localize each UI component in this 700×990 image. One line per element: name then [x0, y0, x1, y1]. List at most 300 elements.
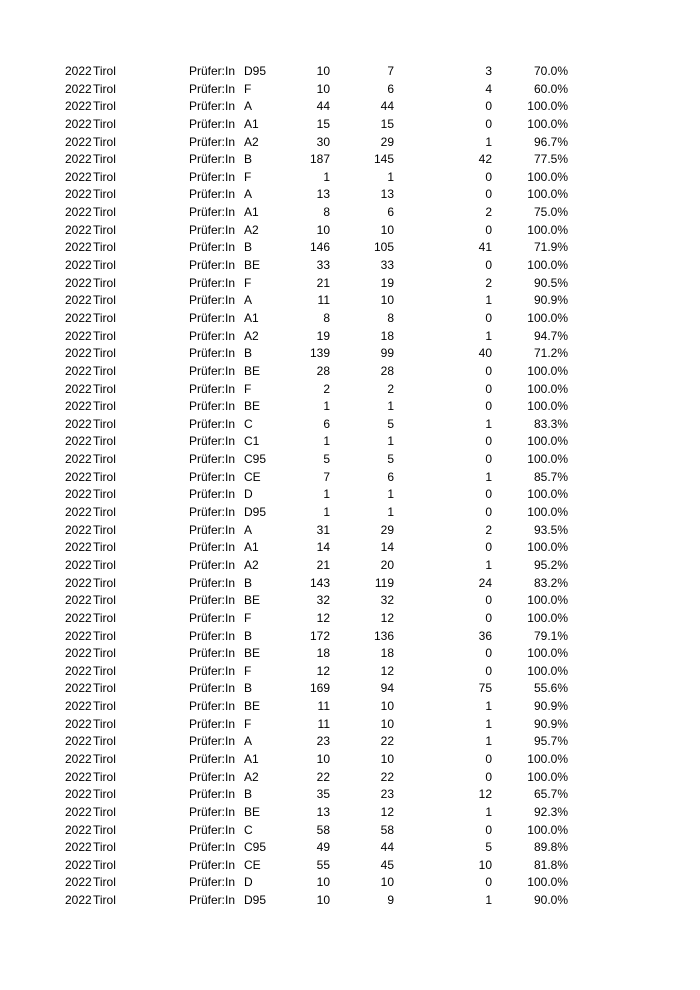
rate-cell: 93.5%	[533, 522, 568, 537]
table-row	[0, 469, 700, 487]
total-cell: 12	[316, 610, 330, 625]
class-cell: BE	[244, 258, 261, 273]
year-cell: 2022	[65, 240, 92, 255]
failed-cell: 0	[485, 505, 492, 520]
year-cell: 2022	[65, 363, 92, 378]
region-cell: Tirol	[93, 399, 116, 414]
year-cell: 2022	[65, 399, 92, 414]
table-row	[0, 98, 700, 116]
passed-cell: 6	[387, 205, 394, 220]
total-cell: 8	[323, 310, 330, 325]
total-cell: 10	[316, 81, 330, 96]
total-cell: 139	[309, 346, 330, 361]
failed-cell: 10	[478, 857, 492, 872]
table-row	[0, 328, 700, 346]
class-cell: F	[244, 381, 252, 396]
table-row	[0, 345, 700, 363]
class-cell: A2	[244, 222, 259, 237]
class-cell: B	[244, 240, 253, 255]
failed-cell: 2	[485, 205, 492, 220]
role-cell: Prüfer:In	[189, 99, 236, 114]
region-cell: Tirol	[93, 416, 116, 431]
table-row	[0, 504, 700, 522]
failed-cell: 1	[485, 328, 492, 343]
class-cell: BE	[244, 399, 261, 414]
class-cell: D95	[244, 64, 267, 78]
table-row	[0, 663, 700, 681]
class-cell: A1	[244, 540, 259, 555]
rate-cell: 65.7%	[533, 787, 568, 802]
region-cell: Tirol	[93, 469, 116, 484]
rate-cell: 100.0%	[527, 116, 568, 131]
year-cell: 2022	[65, 840, 92, 855]
rate-cell: 100.0%	[527, 822, 568, 837]
role-cell: Prüfer:In	[189, 152, 236, 167]
class-cell: C	[244, 416, 253, 431]
class-cell: C95	[244, 452, 267, 467]
year-cell: 2022	[65, 822, 92, 837]
rate-cell: 90.9%	[533, 293, 568, 308]
table-row	[0, 134, 700, 152]
role-cell: Prüfer:In	[189, 240, 236, 255]
year-cell: 2022	[65, 64, 92, 78]
total-cell: 10	[316, 751, 330, 766]
total-cell: 1	[323, 169, 330, 184]
passed-cell: 99	[380, 346, 394, 361]
region-cell: Tirol	[93, 681, 116, 696]
role-cell: Prüfer:In	[189, 310, 236, 325]
class-cell: A	[244, 522, 253, 537]
total-cell: 172	[309, 628, 330, 643]
table-row	[0, 610, 700, 628]
region-cell: Tirol	[93, 628, 116, 643]
failed-cell: 1	[485, 893, 492, 908]
total-cell: 1	[323, 399, 330, 414]
total-cell: 21	[316, 275, 330, 290]
region-cell: Tirol	[93, 310, 116, 325]
passed-cell: 58	[380, 822, 394, 837]
rate-cell: 90.5%	[533, 275, 568, 290]
year-cell: 2022	[65, 328, 92, 343]
rate-cell: 100.0%	[527, 434, 568, 449]
total-cell: 22	[316, 769, 330, 784]
region-cell: Tirol	[93, 169, 116, 184]
region-cell: Tirol	[93, 610, 116, 625]
class-cell: F	[244, 716, 252, 731]
table-row	[0, 557, 700, 575]
region-cell: Tirol	[93, 840, 116, 855]
rate-cell: 100.0%	[527, 875, 568, 890]
rate-cell: 100.0%	[527, 663, 568, 678]
role-cell: Prüfer:In	[189, 187, 236, 202]
passed-cell: 29	[380, 522, 394, 537]
table-row	[0, 151, 700, 169]
failed-cell: 1	[485, 734, 492, 749]
region-cell: Tirol	[93, 893, 116, 908]
region-cell: Tirol	[93, 134, 116, 149]
region-cell: Tirol	[93, 328, 116, 343]
class-cell: A	[244, 99, 253, 114]
total-cell: 12	[316, 663, 330, 678]
table-row	[0, 310, 700, 328]
region-cell: Tirol	[93, 557, 116, 572]
data-table	[0, 63, 700, 910]
table-row	[0, 398, 700, 416]
failed-cell: 0	[485, 187, 492, 202]
failed-cell: 1	[485, 699, 492, 714]
rate-cell: 100.0%	[527, 99, 568, 114]
region-cell: Tirol	[93, 699, 116, 714]
region-cell: Tirol	[93, 222, 116, 237]
year-cell: 2022	[65, 99, 92, 114]
year-cell: 2022	[65, 804, 92, 819]
passed-cell: 119	[374, 575, 394, 590]
year-cell: 2022	[65, 505, 92, 520]
class-cell: C1	[244, 434, 260, 449]
rate-cell: 71.9%	[533, 240, 568, 255]
year-cell: 2022	[65, 663, 92, 678]
role-cell: Prüfer:In	[189, 840, 236, 855]
passed-cell: 136	[373, 628, 394, 643]
rate-cell: 60.0%	[533, 81, 568, 96]
region-cell: Tirol	[93, 804, 116, 819]
year-cell: 2022	[65, 275, 92, 290]
class-cell: B	[244, 346, 253, 361]
total-cell: 44	[316, 99, 330, 114]
class-cell: CE	[244, 469, 261, 484]
region-cell: Tirol	[93, 434, 116, 449]
passed-cell: 9	[387, 893, 394, 908]
passed-cell: 10	[380, 699, 394, 714]
year-cell: 2022	[65, 699, 92, 714]
passed-cell: 10	[380, 222, 394, 237]
year-cell: 2022	[65, 346, 92, 361]
failed-cell: 0	[485, 99, 492, 114]
role-cell: Prüfer:In	[189, 275, 236, 290]
failed-cell: 0	[485, 116, 492, 131]
table-row	[0, 892, 700, 910]
region-cell: Tirol	[93, 787, 116, 802]
rate-cell: 100.0%	[527, 363, 568, 378]
year-cell: 2022	[65, 610, 92, 625]
passed-cell: 22	[380, 734, 394, 749]
rate-cell: 100.0%	[527, 381, 568, 396]
role-cell: Prüfer:In	[189, 452, 236, 467]
total-cell: 11	[317, 716, 330, 731]
region-cell: Tirol	[93, 769, 116, 784]
passed-cell: 18	[380, 646, 394, 661]
failed-cell: 2	[485, 522, 492, 537]
rate-cell: 100.0%	[527, 646, 568, 661]
total-cell: 55	[316, 857, 330, 872]
role-cell: Prüfer:In	[189, 434, 236, 449]
role-cell: Prüfer:In	[189, 416, 236, 431]
class-cell: C95	[244, 840, 267, 855]
region-cell: Tirol	[93, 64, 116, 78]
total-cell: 11	[317, 699, 330, 714]
role-cell: Prüfer:In	[189, 64, 236, 78]
failed-cell: 1	[485, 469, 492, 484]
passed-cell: 13	[380, 187, 394, 202]
table-row	[0, 275, 700, 293]
region-cell: Tirol	[93, 875, 116, 890]
failed-cell: 75	[478, 681, 492, 696]
failed-cell: 0	[485, 593, 492, 608]
role-cell: Prüfer:In	[189, 787, 236, 802]
year-cell: 2022	[65, 434, 92, 449]
table-row	[0, 292, 700, 310]
failed-cell: 3	[485, 64, 492, 78]
rate-cell: 96.7%	[533, 134, 568, 149]
passed-cell: 14	[380, 540, 394, 555]
role-cell: Prüfer:In	[189, 716, 236, 731]
total-cell: 10	[316, 875, 330, 890]
table-row	[0, 363, 700, 381]
total-cell: 32	[316, 593, 330, 608]
table-row	[0, 451, 700, 469]
year-cell: 2022	[65, 293, 92, 308]
table-row	[0, 716, 700, 734]
rate-cell: 81.8%	[533, 857, 568, 872]
passed-cell: 1	[387, 434, 394, 449]
rate-cell: 90.9%	[533, 716, 568, 731]
passed-cell: 29	[380, 134, 394, 149]
class-cell: BE	[244, 646, 261, 661]
total-cell: 5	[323, 452, 330, 467]
table-row	[0, 857, 700, 875]
rate-cell: 90.9%	[533, 699, 568, 714]
table-row	[0, 680, 700, 698]
table-row	[0, 416, 700, 434]
passed-cell: 105	[373, 240, 394, 255]
rate-cell: 55.6%	[533, 681, 568, 696]
role-cell: Prüfer:In	[189, 734, 236, 749]
failed-cell: 0	[485, 751, 492, 766]
region-cell: Tirol	[93, 751, 116, 766]
total-cell: 1	[323, 505, 330, 520]
class-cell: BE	[244, 804, 261, 819]
year-cell: 2022	[65, 716, 92, 731]
year-cell: 2022	[65, 751, 92, 766]
table-row	[0, 486, 700, 504]
total-cell: 169	[309, 681, 330, 696]
passed-cell: 1	[387, 169, 394, 184]
year-cell: 2022	[65, 134, 92, 149]
passed-cell: 145	[373, 152, 394, 167]
rate-cell: 90.0%	[533, 893, 568, 908]
region-cell: Tirol	[93, 734, 116, 749]
failed-cell: 0	[485, 875, 492, 890]
year-cell: 2022	[65, 734, 92, 749]
total-cell: 1	[323, 434, 330, 449]
failed-cell: 0	[485, 663, 492, 678]
table-row	[0, 804, 700, 822]
failed-cell: 0	[485, 310, 492, 325]
role-cell: Prüfer:In	[189, 328, 236, 343]
table-row	[0, 575, 700, 593]
year-cell: 2022	[65, 769, 92, 784]
total-cell: 6	[323, 416, 330, 431]
role-cell: Prüfer:In	[189, 857, 236, 872]
rate-cell: 92.3%	[533, 804, 568, 819]
table-row	[0, 645, 700, 663]
table-row	[0, 751, 700, 769]
rate-cell: 100.0%	[527, 487, 568, 502]
failed-cell: 0	[485, 540, 492, 555]
region-cell: Tirol	[93, 575, 116, 590]
failed-cell: 0	[485, 399, 492, 414]
role-cell: Prüfer:In	[189, 258, 236, 273]
year-cell: 2022	[65, 81, 92, 96]
table-row	[0, 204, 700, 222]
passed-cell: 6	[387, 81, 394, 96]
passed-cell: 5	[387, 452, 394, 467]
table-row	[0, 874, 700, 892]
role-cell: Prüfer:In	[189, 593, 236, 608]
class-cell: B	[244, 152, 253, 167]
region-cell: Tirol	[93, 152, 116, 167]
total-cell: 28	[316, 363, 330, 378]
role-cell: Prüfer:In	[189, 557, 236, 572]
rate-cell: 83.3%	[533, 416, 568, 431]
failed-cell: 5	[485, 840, 492, 855]
role-cell: Prüfer:In	[189, 487, 236, 502]
year-cell: 2022	[65, 381, 92, 396]
region-cell: Tirol	[93, 116, 116, 131]
role-cell: Prüfer:In	[189, 610, 236, 625]
class-cell: F	[244, 610, 252, 625]
role-cell: Prüfer:In	[189, 81, 236, 96]
rate-cell: 100.0%	[527, 258, 568, 273]
role-cell: Prüfer:In	[189, 663, 236, 678]
table-row	[0, 81, 700, 99]
total-cell: 13	[316, 804, 330, 819]
class-cell: A1	[244, 310, 259, 325]
rate-cell: 100.0%	[527, 751, 568, 766]
region-cell: Tirol	[93, 346, 116, 361]
year-cell: 2022	[65, 857, 92, 872]
table-row	[0, 116, 700, 134]
rate-cell: 95.2%	[533, 557, 568, 572]
failed-cell: 12	[478, 787, 492, 802]
role-cell: Prüfer:In	[189, 646, 236, 661]
region-cell: Tirol	[93, 522, 116, 537]
year-cell: 2022	[65, 116, 92, 131]
region-cell: Tirol	[93, 822, 116, 837]
year-cell: 2022	[65, 469, 92, 484]
year-cell: 2022	[65, 522, 92, 537]
passed-cell: 28	[380, 363, 394, 378]
failed-cell: 0	[485, 222, 492, 237]
failed-cell: 1	[485, 804, 492, 819]
year-cell: 2022	[65, 875, 92, 890]
failed-cell: 0	[485, 487, 492, 502]
failed-cell: 40	[478, 346, 492, 361]
role-cell: Prüfer:In	[189, 681, 236, 696]
role-cell: Prüfer:In	[189, 346, 236, 361]
region-cell: Tirol	[93, 99, 116, 114]
region-cell: Tirol	[93, 716, 116, 731]
role-cell: Prüfer:In	[189, 575, 236, 590]
passed-cell: 12	[380, 610, 394, 625]
region-cell: Tirol	[93, 646, 116, 661]
role-cell: Prüfer:In	[189, 522, 236, 537]
rate-cell: 94.7%	[533, 328, 568, 343]
passed-cell: 18	[380, 328, 394, 343]
table-row	[0, 186, 700, 204]
rate-cell: 100.0%	[527, 399, 568, 414]
year-cell: 2022	[65, 787, 92, 802]
rate-cell: 100.0%	[527, 187, 568, 202]
region-cell: Tirol	[93, 240, 116, 255]
region-cell: Tirol	[93, 487, 116, 502]
class-cell: C	[244, 822, 253, 837]
rate-cell: 100.0%	[527, 452, 568, 467]
rate-cell: 100.0%	[527, 769, 568, 784]
rate-cell: 71.2%	[533, 346, 568, 361]
passed-cell: 7	[387, 64, 394, 78]
role-cell: Prüfer:In	[189, 699, 236, 714]
total-cell: 10	[316, 893, 330, 908]
table-row	[0, 539, 700, 557]
total-cell: 10	[316, 64, 330, 78]
rate-cell: 100.0%	[527, 593, 568, 608]
failed-cell: 1	[485, 716, 492, 731]
role-cell: Prüfer:In	[189, 399, 236, 414]
class-cell: F	[244, 169, 252, 184]
region-cell: Tirol	[93, 293, 116, 308]
table-row	[0, 63, 700, 81]
year-cell: 2022	[65, 540, 92, 555]
region-cell: Tirol	[93, 81, 116, 96]
rate-cell: 77.5%	[533, 152, 568, 167]
failed-cell: 1	[485, 293, 492, 308]
class-cell: B	[244, 628, 253, 643]
year-cell: 2022	[65, 575, 92, 590]
class-cell: A1	[244, 116, 259, 131]
role-cell: Prüfer:In	[189, 822, 236, 837]
class-cell: A	[244, 187, 253, 202]
region-cell: Tirol	[93, 540, 116, 555]
class-cell: BE	[244, 593, 261, 608]
class-cell: A2	[244, 134, 259, 149]
passed-cell: 33	[380, 258, 394, 273]
table-row	[0, 222, 700, 240]
class-cell: D	[244, 487, 253, 502]
passed-cell: 12	[380, 804, 394, 819]
class-cell: A1	[244, 205, 259, 220]
failed-cell: 0	[485, 258, 492, 273]
total-cell: 11	[317, 293, 330, 308]
total-cell: 30	[316, 134, 330, 149]
table-row	[0, 698, 700, 716]
region-cell: Tirol	[93, 363, 116, 378]
failed-cell: 0	[485, 452, 492, 467]
passed-cell: 1	[387, 487, 394, 502]
class-cell: B	[244, 575, 253, 590]
total-cell: 10	[316, 222, 330, 237]
rate-cell: 100.0%	[527, 169, 568, 184]
table-row	[0, 257, 700, 275]
total-cell: 2	[323, 381, 330, 396]
table-row	[0, 786, 700, 804]
year-cell: 2022	[65, 258, 92, 273]
rate-cell: 100.0%	[527, 310, 568, 325]
region-cell: Tirol	[93, 505, 116, 520]
total-cell: 21	[316, 557, 330, 572]
failed-cell: 0	[485, 610, 492, 625]
failed-cell: 1	[485, 557, 492, 572]
